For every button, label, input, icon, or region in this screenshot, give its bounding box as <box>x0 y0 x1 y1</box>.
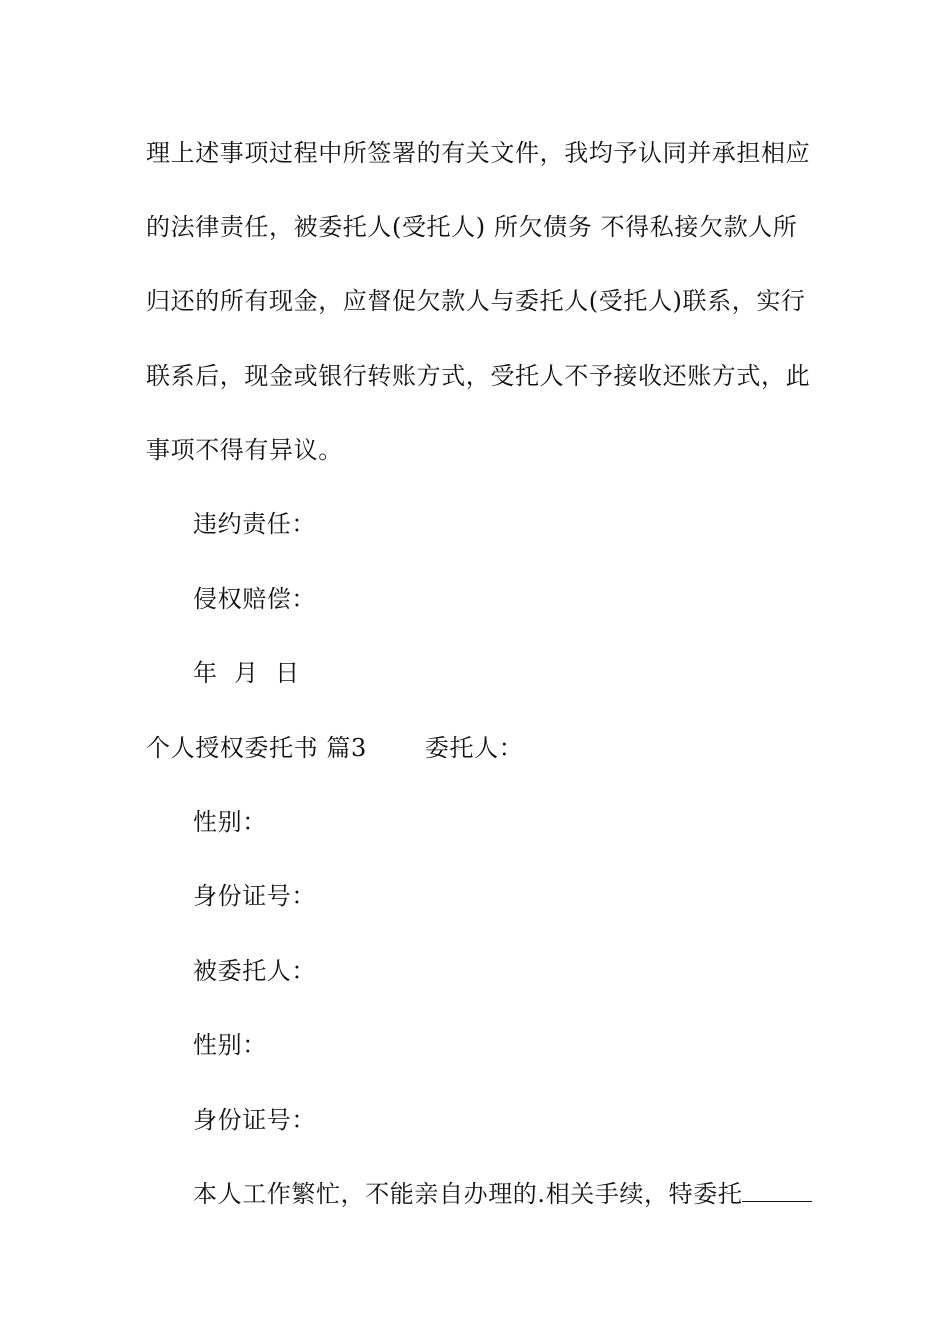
paragraph-line-4: 联系后，现金或银行转账方式，受托人不予接收还账方式，此 <box>146 362 811 390</box>
final-paragraph-row <box>193 1179 806 1209</box>
paragraph-line-5: 事项不得有异议。 <box>146 436 343 464</box>
breach-liability-label: 违约责任： <box>193 510 316 538</box>
final-paragraph-text: 本人工作繁忙，不能亲自办理的.相关手续，特委托 <box>193 1180 743 1208</box>
section-heading-row <box>146 733 806 763</box>
principal-id-label: 身份证号： <box>193 882 316 910</box>
section-heading: 个人授权委托书 篇3 <box>146 734 367 762</box>
paragraph-line-3: 归还的所有现金，应督促欠款人与委托人(受托人)联系，实行 <box>146 287 806 315</box>
agent-gender-label: 性别： <box>193 1031 267 1059</box>
agent-id-label: 身份证号： <box>193 1106 316 1134</box>
date-line: 年 月 日 <box>193 659 300 687</box>
paragraph-line-2: 的法律责任，被委托人(受托人) 所欠债务 不得私接欠款人所 <box>146 213 798 241</box>
blank-underline <box>742 1179 812 1202</box>
principal-gender-label: 性别： <box>193 808 267 836</box>
principal-label: 委托人： <box>424 734 524 762</box>
agent-label: 被委托人： <box>193 957 316 985</box>
tort-compensation-label: 侵权赔偿： <box>193 585 316 613</box>
paragraph-line-1: 理上述事项过程中所签署的有关文件，我均予认同并承担相应 <box>146 139 811 167</box>
